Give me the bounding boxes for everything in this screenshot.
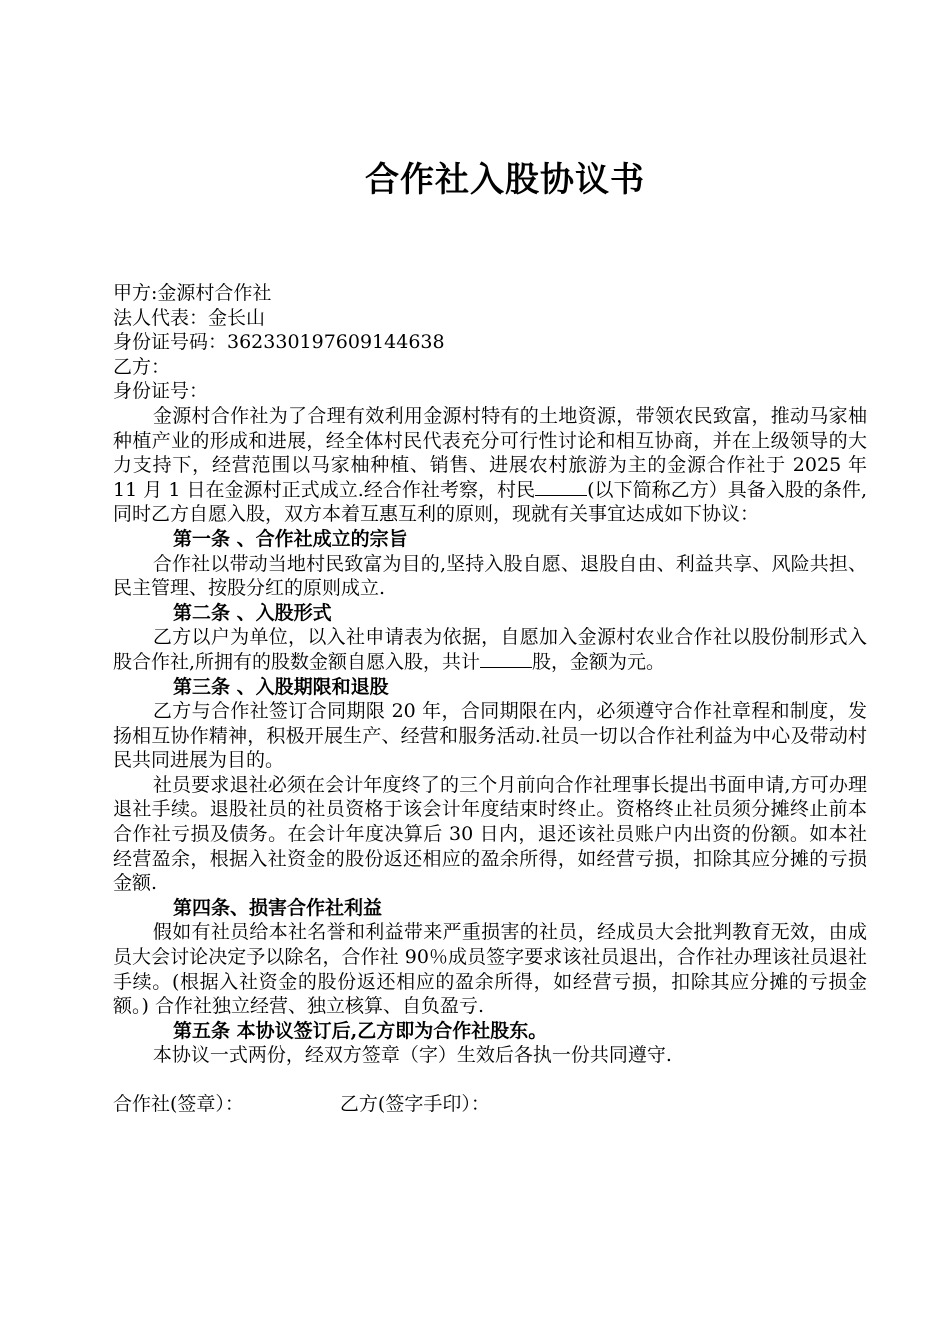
- document-title: 合作社入股协议书: [365, 160, 645, 200]
- party-a-line: 甲方:金源村合作社: [113, 282, 272, 304]
- article-3-paragraph-1: 乙方与合作社签订合同期限 20 年，合同期限在内，必须遵守合作社章程和制度，发扬相互协作精神，积极开展生产、经营和服务活动.社员一切以合作社利益为中心及带动村民共同进展为目的。: [113, 700, 867, 772]
- article-1-heading: 第一条 、合作社成立的宗旨: [173, 527, 408, 550]
- party-b-id-line: 身份证号：: [113, 380, 209, 403]
- share-count-blank: [480, 651, 532, 668]
- article-1-paragraph: 合作社以带动当地村民致富为目的,坚持入股自愿、退股自由、利益共享、风险共担、民主管理、按股分红的原则成立.: [113, 552, 867, 600]
- party-b-line: 乙方：: [113, 355, 171, 378]
- article-2-text-part2: 股，金额为元。: [532, 650, 666, 673]
- signature-row: [113, 1092, 867, 1117]
- villager-name-blank: [535, 479, 587, 496]
- coop-signature-label: 合作社(签章）：: [113, 1093, 244, 1115]
- article-3-heading: 第三条 、入股期限和退股: [173, 675, 389, 698]
- article-3-paragraph-2: 社员要求退社必须在会计年度终了的三个月前向合作社理事长提出书面申请,方可办理退社手续。退股社员的社员资格于该会计年度结束时终止。资格终止社员须分摊终止前本合作社亏损及债务。在会计年度决算后 30 日内，退还该社员账户内出资的份额。如本社经营盈余，根据入社资金的股份返还相应的盈余所得，如经营亏损，扣除其应分摊的亏损金额.: [113, 773, 867, 895]
- article-2-text-part1: 乙方以户为单位，以入社申请表为依据，自愿加入金源村农业合作社以股份制形式入股合作社,所拥有的股数金额自愿入股，共计: [113, 626, 867, 673]
- intro-text-part1: 金源村合作社为了合理有效利用金源村特有的土地资源，带领农民致富，推动马家柚种植产业的形成和进展，经全体村民代表充分可行性讨论和相互协商，并在上级领导的大力支持下，经营范围以马家柚种植、销售、进展农村旅游为主的金源合作社于 2025 年 11 月 1 日在金源村正式成立.经合作社考察，村民: [113, 404, 867, 501]
- party-b-signature-label: 乙方(签字手印）：: [339, 1093, 490, 1115]
- article-5-heading: 第五条 本协议签订后,乙方即为合作社股东。: [173, 1019, 548, 1042]
- article-2-paragraph: [113, 625, 867, 674]
- article-4-paragraph: 假如有社员给本社名誉和利益带来严重损害的社员，经成员大会批判教育无效，由成员大会讨论决定予以除名，合作社 90％成员签字要求该社员退出，合作社办理该社员退社手续。(根据入社资金的股份返还相应的盈余所得，如经营亏损，扣除其应分摊的亏损金额。) 合作社独立经营、独立核算、自负盈亏.: [113, 921, 867, 1018]
- id-number-line: 身份证号码：362330197609144638: [113, 331, 445, 354]
- legal-representative-line: 法人代表：金长山: [113, 306, 266, 329]
- intro-text-part2: (以下简称乙方）具备入股的条件,同时乙方自愿入股，双方本着互惠互利的原则，现就有关事宜达成如下协议：: [113, 478, 868, 526]
- article-5-paragraph: 本协议一式两份，经双方签章（字）生效后各执一份共同遵守.: [152, 1044, 672, 1067]
- article-4-heading: 第四条、损害合作社利益: [173, 896, 383, 919]
- document-body: [113, 281, 867, 1117]
- article-2-heading: 第二条 、入股形式: [173, 601, 332, 624]
- intro-paragraph: [113, 404, 867, 527]
